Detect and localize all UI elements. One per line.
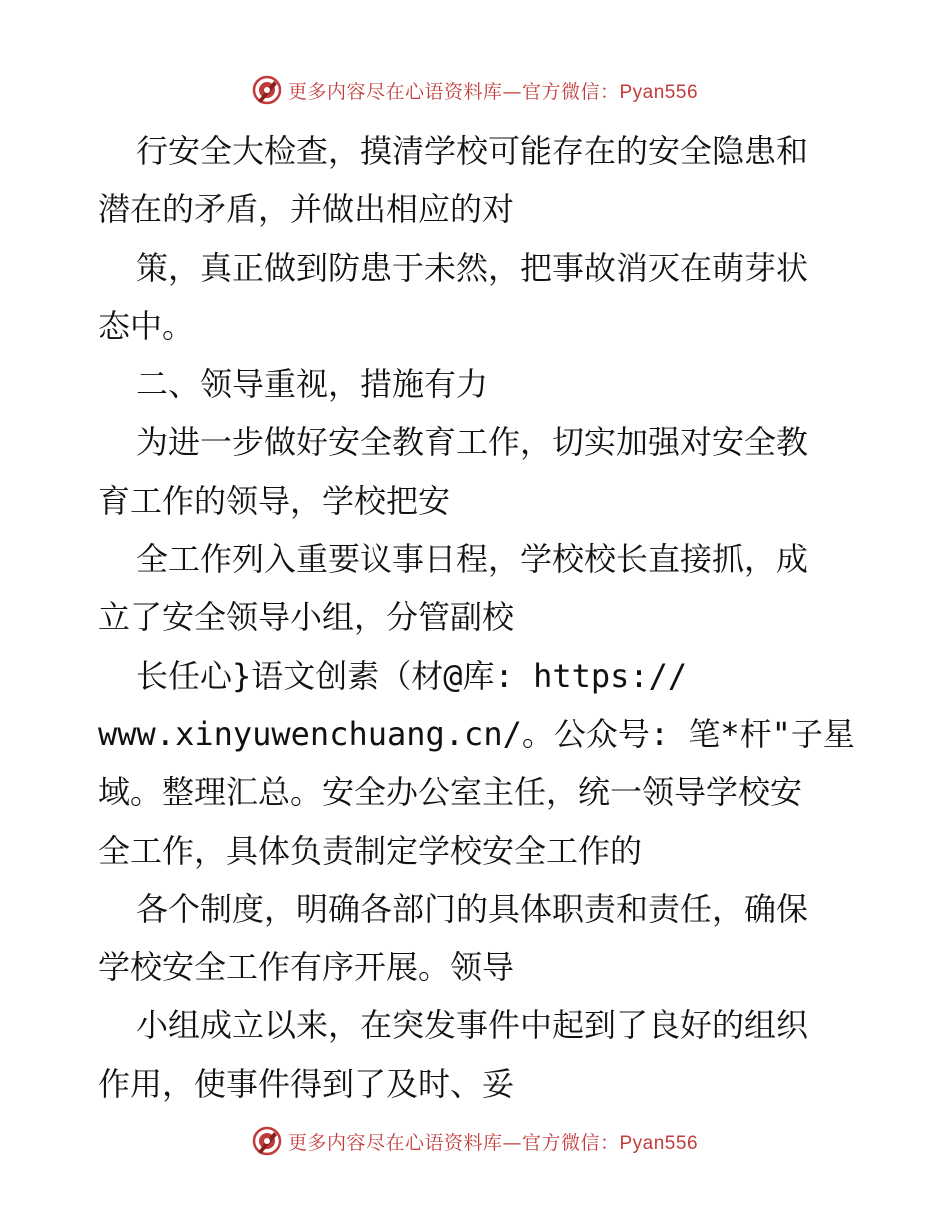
body-line: 为进一步做好安全教育工作，切实加强对安全教 <box>136 423 809 462</box>
header-banner <box>0 70 950 110</box>
body-line: 态中。 <box>98 306 195 345</box>
body-line: 学校安全工作有序开展。领导 <box>98 948 515 987</box>
body-line: 全工作列入重要议事日程，学校校长直接抓，成 <box>136 540 809 579</box>
header-banner-separator: — <box>502 80 522 103</box>
footer-banner-handle: Pyan556 <box>619 1132 699 1154</box>
header-banner-text <box>288 77 698 104</box>
body-line: 长任心}语文创素（材@库: https:// <box>136 656 688 695</box>
quill-seal-icon <box>252 1126 282 1156</box>
header-banner-main: 更多内容尽在心语资料库 <box>287 80 503 103</box>
section-heading: 二、领导重视，措施有力 <box>136 365 489 404</box>
body-line: 立了安全领导小组，分管副校 <box>98 598 515 637</box>
body-line: 育工作的领导，学校把安 <box>98 481 451 520</box>
footer-banner <box>0 1121 950 1161</box>
document-body <box>98 122 858 1113</box>
footer-banner-main: 更多内容尽在心语资料库 <box>287 1131 503 1154</box>
body-line: 各个制度，明确各部门的具体职责和责任，确保 <box>136 889 809 928</box>
header-banner-official: 官方微信： <box>521 80 620 103</box>
header-banner-handle: Pyan556 <box>619 81 699 103</box>
footer-banner-official: 官方微信： <box>521 1131 620 1154</box>
body-line: 小组成立以来，在突发事件中起到了良好的组织 <box>136 1006 809 1045</box>
body-line: 行安全大检查，摸清学校可能存在的安全隐患和 <box>136 132 809 170</box>
footer-banner-separator: — <box>502 1131 522 1154</box>
body-line: 策，真正做到防患于未然，把事故消灭在萌芽状 <box>136 248 809 287</box>
quill-seal-icon <box>252 75 282 105</box>
body-line: 全工作，具体负责制定学校安全工作的 <box>98 831 643 870</box>
body-line: 作用，使事件得到了及时、妥 <box>98 1064 515 1103</box>
body-line: 潜在的矛盾，并做出相应的对 <box>98 190 515 229</box>
body-line: www.xinyuwenchuang.cn/。公众号: 笔*杆"子星 <box>98 714 855 753</box>
body-line: 域。整理汇总。安全办公室主任，统一领导学校安 <box>98 773 803 812</box>
footer-banner-text <box>288 1128 698 1155</box>
